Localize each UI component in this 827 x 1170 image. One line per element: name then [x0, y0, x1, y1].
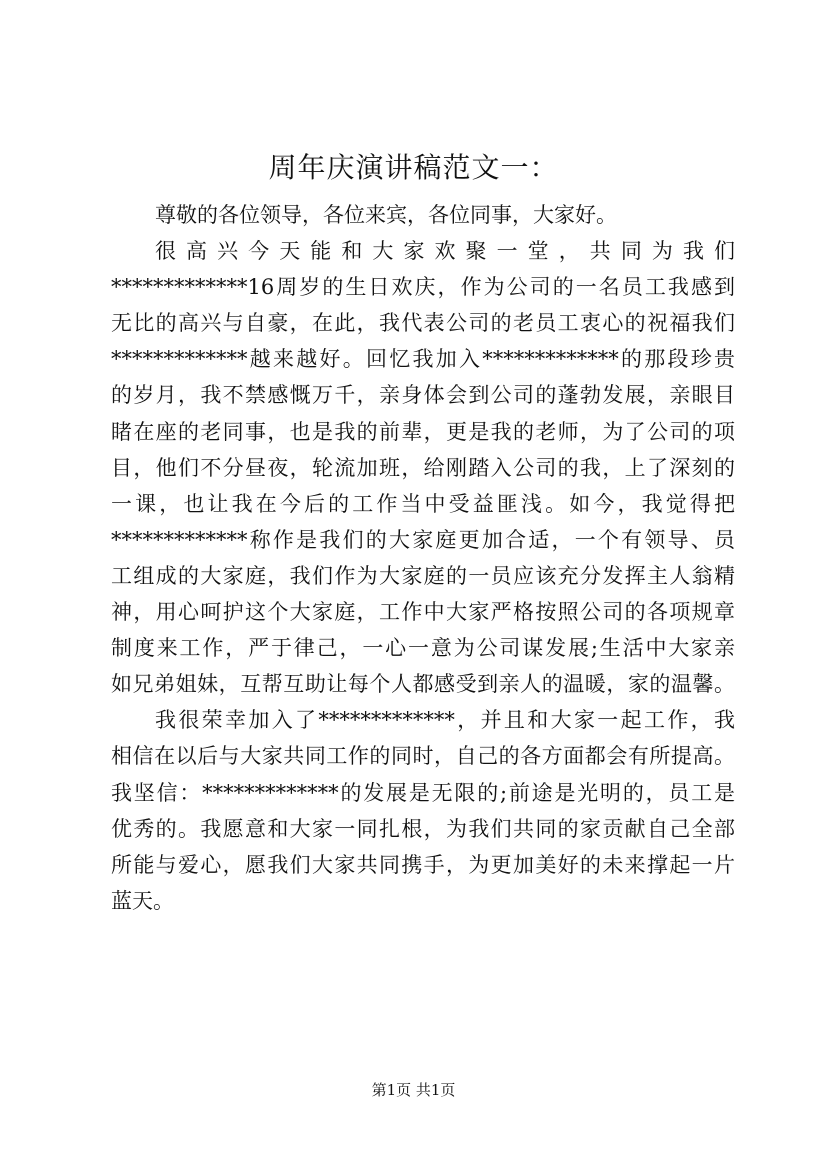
text-line: 制度来工作，严于律己，一心一意为公司谋发展;生活中大家亲	[111, 636, 735, 661]
page-footer: 第1页 共1页	[371, 1081, 456, 1099]
text-line: 所能与爱心，愿我们大家共同携手，为更加美好的未来撑起一片	[111, 852, 735, 877]
document-body	[111, 197, 735, 919]
text-line: 优秀的。我愿意和大家一同扎根，为我们共同的家贡献自己全部	[111, 816, 735, 841]
text-line: 目，他们不分昼夜，轮流加班，给刚踏入公司的我，上了深刻的	[111, 455, 735, 480]
text-line: 的岁月，我不禁感慨万千，亲身体会到公司的蓬勃发展，亲眼目	[111, 383, 735, 408]
text-line: 我很荣幸加入了*************，并且和大家一起工作，我	[155, 708, 735, 733]
text-line: *************16周岁的生日欢庆，作为公司的一名员工我感到	[111, 275, 735, 300]
document-title: 周年庆演讲稿范文一：	[268, 151, 559, 184]
text-line: 如兄弟姐妹，互帮互助让每个人都感受到亲人的温暖，家的温馨。	[111, 672, 735, 697]
text-line: 无比的高兴与自豪，在此，我代表公司的老员工衷心的祝福我们	[111, 311, 735, 336]
text-line: 一课，也让我在今后的工作当中受益匪浅。如今，我觉得把	[111, 491, 735, 516]
text-line: 相信在以后与大家共同工作的同时，自己的各方面都会有所提高。	[111, 744, 735, 769]
text-line: 工组成的大家庭，我们作为大家庭的一员应该充分发挥主人翁精	[111, 563, 735, 588]
text-line: 很高兴今天能和大家欢聚一堂，共同为我们	[155, 239, 735, 264]
text-line: 神，用心呵护这个大家庭，工作中大家严格按照公司的各项规章	[111, 600, 735, 625]
text-line: 我坚信：*************的发展是无限的;前途是光明的，员工是	[111, 780, 735, 805]
text-line: *************越来越好。回忆我加入*************的那段珍贵	[111, 347, 735, 372]
text-line: *************称作是我们的大家庭更加合适，一个有领导、员	[111, 527, 735, 552]
text-line: 蓝天。	[111, 888, 174, 913]
text-line: 睹在座的老同事，也是我的前辈，更是我的老师，为了公司的项	[111, 419, 735, 444]
text-line: 尊敬的各位领导，各位来宾，各位同事，大家好。	[155, 203, 617, 227]
